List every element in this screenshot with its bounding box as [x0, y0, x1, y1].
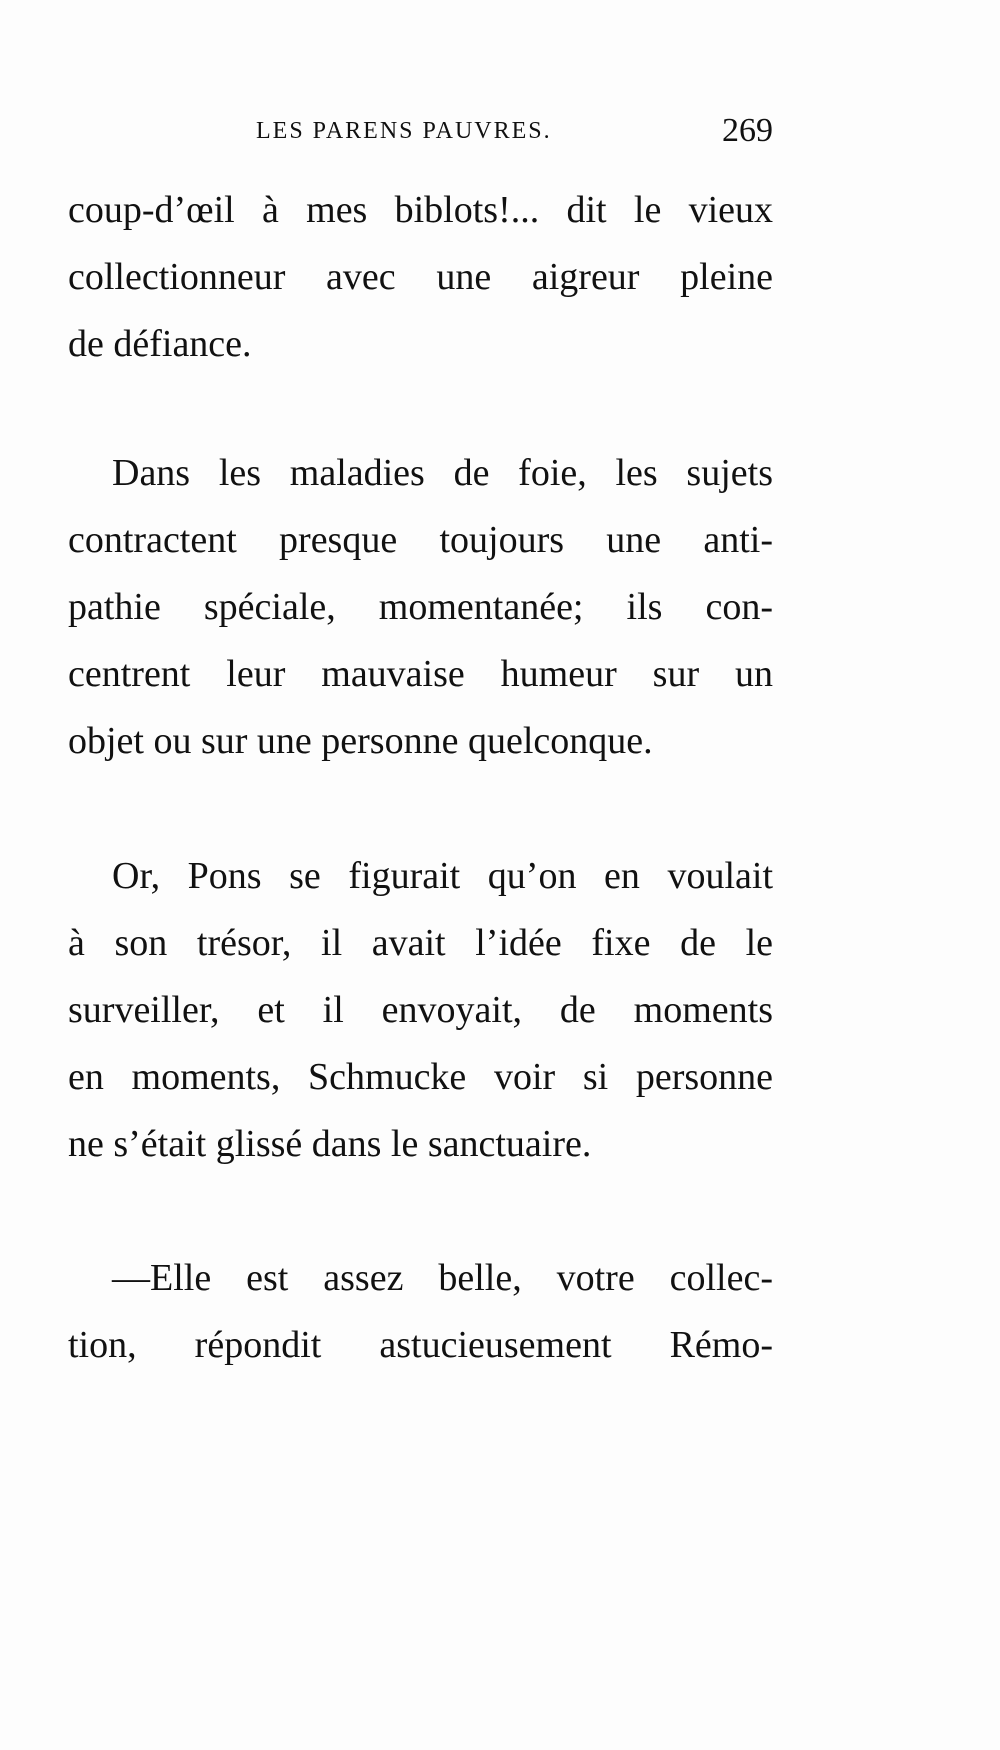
text-line: collectionneur avec une aigreur pleine [68, 256, 773, 298]
page-number: 269 [722, 112, 773, 149]
running-title: LES PARENS PAUVRES. [256, 118, 552, 144]
text-line: en moments, Schmucke voir si personne [68, 1056, 773, 1098]
text-line: tion, répondit astucieusement Rémo- [68, 1324, 773, 1366]
paragraph-dialogue [68, 1245, 773, 1379]
text-line: contractent presque toujours une anti- [68, 519, 773, 561]
text-line: de défiance. [68, 323, 252, 365]
text-line: objet ou sur une personne quelconque. [68, 720, 653, 762]
page-header [68, 112, 773, 158]
text-line: centrent leur mauvaise humeur sur un [68, 653, 773, 695]
text-line: —Elle est assez belle, votre collec- [112, 1257, 773, 1299]
paragraph-continuation [68, 177, 773, 378]
paragraph [68, 843, 773, 1178]
text-line: surveiller, et il envoyait, de moments [68, 989, 773, 1031]
text-line: à son trésor, il avait l’idée fixe de le [68, 922, 773, 964]
text-line: pathie spéciale, momentanée; ils con- [68, 586, 773, 628]
text-line: coup-d’œil à mes biblots!... dit le vieux [68, 189, 773, 231]
text-line: Or, Pons se figurait qu’on en voulait [112, 855, 773, 897]
text-line: Dans les maladies de foie, les sujets [112, 452, 773, 494]
text-line: ne s’était glissé dans le sanctuaire. [68, 1123, 592, 1165]
paragraph [68, 440, 773, 775]
